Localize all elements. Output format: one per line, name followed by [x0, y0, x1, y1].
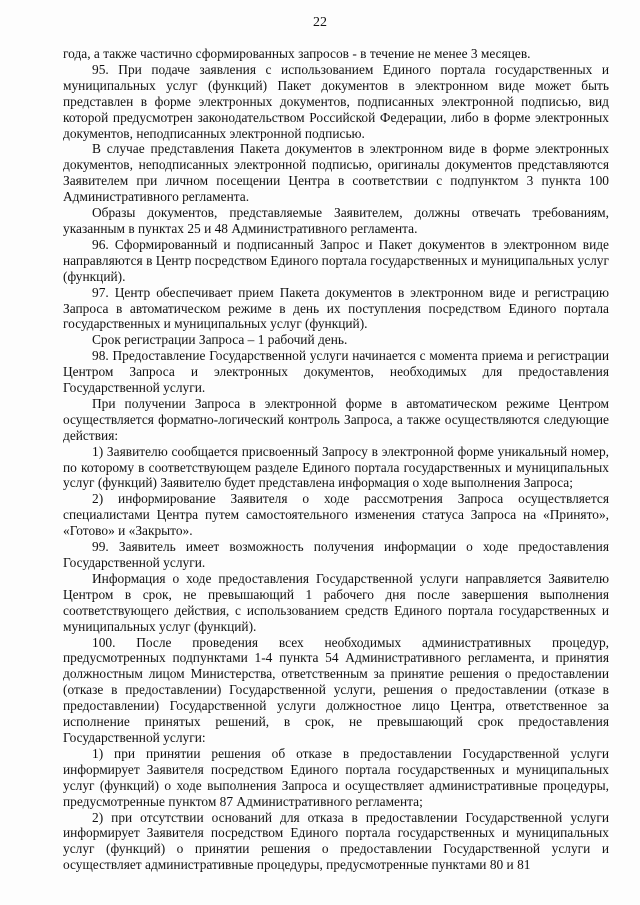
- paragraph: Информация о ходе предоставления Государственной услуги направляется Заявителю Центром в срок, не превышающий 1 рабочего дня после завершения выполнения соответствующего действия, с использованием средств Единого портала государственных и муниципальных услуг (функций).: [63, 570, 609, 634]
- paragraph: В случае представления Пакета документов в электронном виде в форме электронных документов, неподписанных электронной подписью, оригиналы документов представляются Заявителем при личном посещении Центра в соответствии с подпунктом 3 пункта 100 Административного регламента.: [63, 141, 609, 205]
- list-item: 2) информирование Заявителя о ходе рассмотрения Запроса осуществляется специалистами Центра путем самостоятельного изменения статуса Запроса на «Принято», «Готово» и «Закрыто».: [63, 491, 609, 539]
- paragraph: Срок регистрации Запроса – 1 рабочий день.: [92, 332, 348, 348]
- paragraph-99: 99. Заявитель имеет возможность получения информации о ходе предоставления Государственной услуги.: [63, 539, 609, 570]
- list-item: 1) при принятии решения об отказе в предоставлении Государственной услуги информирует Заявителя посредством Единого портала государственных и муниципальных услуг (функций) о ходе выполнения Запроса и осуществляет административные процедуры, предусмотренные пунктом 87 Административного регламента;: [63, 745, 609, 809]
- document-body: [63, 46, 609, 873]
- paragraph: Образы документов, представляемые Заявителем, должны отвечать требованиям, указанным в пунктах 25 и 48 Административного регламента.: [63, 205, 609, 236]
- paragraph-97: 97. Центр обеспечивает прием Пакета документов в электронном виде и регистрацию Запроса в автоматическом режиме в день их поступления посредством Единого портала государственных и муниципальных услуг (функций).: [63, 284, 609, 332]
- paragraph-100: 100. После проведения всех необходимых административных процедур, предусмотренных подпунктами 1-4 пункта 54 Административного регламента, и принятия должностным лицом Министерства, ответственным за принятие решения о предоставлении (отказе в предоставлении) Государственной услуги, решения о предоставлении (отказе в предоставлении) Государственной услуги должностное лицо Центра, ответственное за исполнение принятых решений, в срок, не превышающий срок предоставления Государственной услуги:: [63, 634, 609, 745]
- paragraph-98: 98. Предоставление Государственной услуги начинается с момента приема и регистрации Центром Запроса и электронных документов, необходимых для предоставления Государственной услуги.: [63, 348, 609, 396]
- page-number: 22: [313, 15, 327, 30]
- list-item: 1) Заявителю сообщается присвоенный Запросу в электронной форме уникальный номер, по которому в соответствующем разделе Единого портала государственных и муниципальных услуг (функций) Заявителю будет представлена информация о ходе выполнения Запроса;: [63, 443, 609, 491]
- paragraph-96: 96. Сформированный и подписанный Запрос и Пакет документов в электронном виде направляются в Центр посредством Единого портала государственных и муниципальных услуг (функций).: [63, 236, 609, 284]
- paragraph: При получении Запроса в электронной форме в автоматическом режиме Центром осуществляется форматно-логический контроль Запроса, а также осуществляются следующие действия:: [63, 395, 609, 443]
- list-item: 2) при отсутствии оснований для отказа в предоставлении Государственной услуги информирует Заявителя посредством Единого портала государственных и муниципальных услуг (функций) о принятии решения о предоставлении Государственной услуги и осуществляет административные процедуры, предусмотренные пунктами 80 и 81: [63, 809, 609, 873]
- paragraph-95: 95. При подаче заявления с использованием Единого портала государственных и муниципальных услуг (функций) Пакет документов в электронном виде может быть представлен в форме электронных документов, подписанных электронной подписью, вид которой предусмотрен законодательством Российской Федерации, либо в форме электронных документов, неподписанных электронной подписью.: [63, 61, 609, 141]
- paragraph-continuation: года, а также частично сформированных запросов - в течение не менее 3 месяцев.: [63, 46, 531, 61]
